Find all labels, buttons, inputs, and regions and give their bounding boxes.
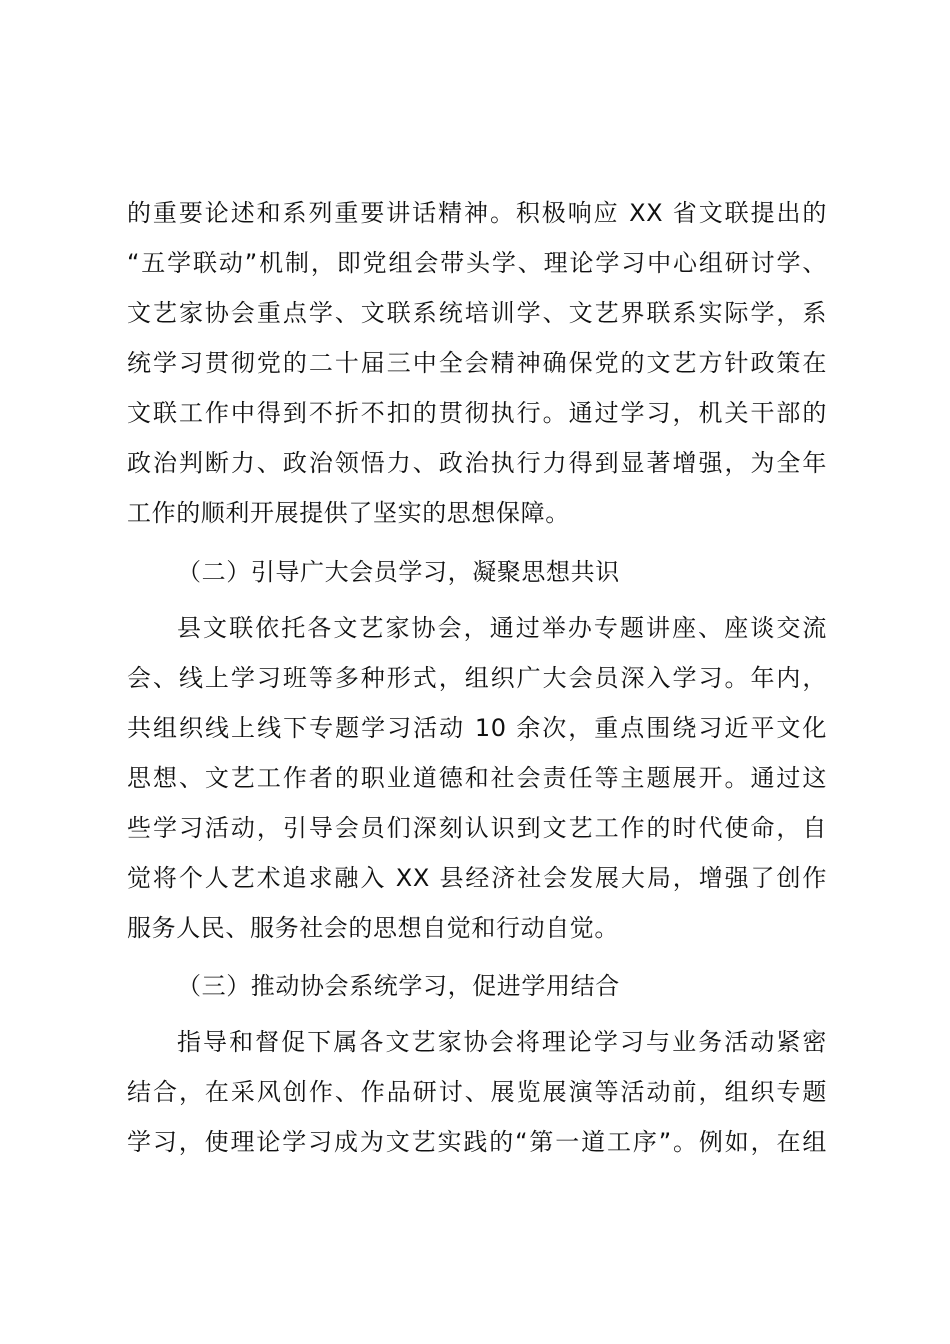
paragraph-line: 结合，在采风创作、作品研讨、展览展演等活动前，组织专题 (127, 1078, 827, 1106)
paragraph-line: 统学习贯彻党的二十届三中全会精神确保党的文艺方针政策在 (127, 349, 827, 377)
paragraph-line: 觉将个人艺术追求融入 XX 县经济社会发展大局，增强了创作 (127, 864, 827, 892)
section-heading: （三）推动协会系统学习，促进学用结合 (177, 972, 620, 1000)
section-heading: （二）引导广大会员学习，凝聚思想共识 (177, 558, 620, 586)
paragraph-line: 县文联依托各文艺家协会，通过举办专题讲座、座谈交流 (177, 614, 827, 642)
paragraph-line: 会、线上学习班等多种形式，组织广大会员深入学习。年内， (127, 664, 827, 692)
paragraph-line: 些学习活动，引导会员们深刻认识到文艺工作的时代使命，自 (127, 814, 827, 842)
paragraph-line: 共组织线上线下专题学习活动 10 余次，重点围绕习近平文化 (127, 714, 827, 742)
paragraph-line: 政治判断力、政治领悟力、政治执行力得到显著增强，为全年 (127, 449, 827, 477)
paragraph-line: 文联工作中得到不折不扣的贯彻执行。通过学习，机关干部的 (127, 399, 827, 427)
paragraph-line: 指导和督促下属各文艺家协会将理论学习与业务活动紧密 (177, 1028, 827, 1056)
paragraph-line: “五学联动”机制，即党组会带头学、理论学习中心组研讨学、 (127, 249, 827, 277)
paragraph-line: 学习，使理论学习成为文艺实践的“第一道工序”。例如，在组 (127, 1128, 827, 1156)
paragraph-line: 思想、文艺工作者的职业道德和社会责任等主题展开。通过这 (127, 764, 827, 792)
paragraph-line: 服务人民、服务社会的思想自觉和行动自觉。 (127, 914, 619, 942)
paragraph-line: 文艺家协会重点学、文联系统培训学、文艺界联系实际学，系 (127, 299, 827, 327)
paragraph-line: 工作的顺利开展提供了坚实的思想保障。 (127, 499, 570, 527)
paragraph-line: 的重要论述和系列重要讲话精神。积极响应 XX 省文联提出的 (127, 199, 827, 227)
